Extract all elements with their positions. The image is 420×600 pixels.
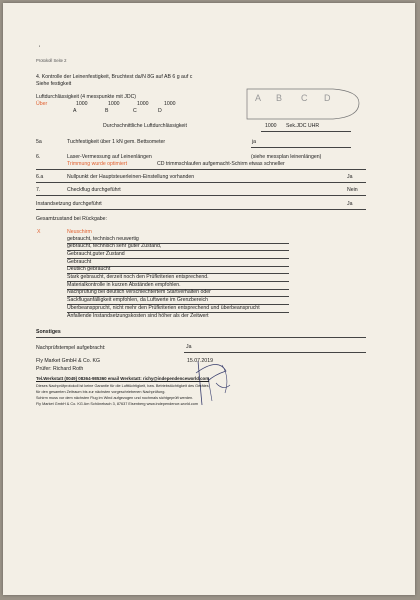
row-6-right: (siehe messplan leinenlängen) xyxy=(251,154,322,160)
stamp-label: Nachprüfstempel aufgebracht: xyxy=(36,345,106,351)
permeability-value: 1000 xyxy=(108,101,120,107)
row-6a-label: Nullpunkt der Hauptsteuerleinen-Einstellung vorhanden xyxy=(67,174,195,180)
condition-option: Nachprüfung bei deutlich verschlechtertem Startverhalten oder xyxy=(67,290,289,297)
avg-permeability-unit: Sek.JDC UHR xyxy=(286,123,320,129)
overall-title: Gesamtzustand bei Rückgabe: xyxy=(36,216,107,222)
page-header: Protokoll Seite 2 xyxy=(36,58,67,63)
row-7-value: Nein xyxy=(347,187,358,193)
disclaimer-line: Schirm muss vor dem nächsten Flug im Wind aufgezogen und nochmals sichtgeprüft werden. xyxy=(36,396,194,400)
oval-letter-b: B xyxy=(276,93,283,103)
oval-letter-c: C xyxy=(301,93,308,103)
canopy-oval-diagram xyxy=(241,83,363,123)
point-letter: D xyxy=(158,108,162,114)
tiny-mark: ' xyxy=(39,46,41,52)
row-5a-number: 5a xyxy=(36,139,42,145)
trim-value: CD trimmschlaufen aufgemacht-Schirm etwas schneller xyxy=(157,161,285,167)
permeability-value: 1000 xyxy=(76,101,88,107)
row-6-label: Laser-Vermessung auf Leinenlängen xyxy=(67,154,152,160)
trim-label: Trimmung wurde optimiert xyxy=(67,161,128,167)
row-5a-label: Tuchfestigkeit über 1 kN gem. Bettsometer xyxy=(67,139,166,145)
disclaimer-line: Dieses Nachprüfprotokoll ist keine Garantie für die Lufttüchtigkeit, bzw. Betriebstüchtigkeit des Gerätes xyxy=(36,384,209,388)
condition-option: gebraucht, technisch sehr guter Zustand, xyxy=(67,244,289,251)
condition-option: Stark gebraucht, derzeit noch den Prüfkriterien entsprechend. xyxy=(67,275,289,282)
row-6a-number: 6.a xyxy=(36,174,44,180)
permeability-value: 1000 xyxy=(137,101,149,107)
sonstiges-heading: Sonstiges xyxy=(36,329,61,335)
condition-option: Überbeanspprucht, nicht mehr den Prüfkriterien entsprechend und überbeansprucht xyxy=(67,306,289,313)
inspection-date: 15.07.2019 xyxy=(187,358,213,364)
selected-mark: X xyxy=(37,229,41,235)
point-letter: B xyxy=(105,108,109,114)
protocol-page xyxy=(3,3,415,595)
condition-option: Gebraucht xyxy=(67,260,289,267)
oval-letter-a: A xyxy=(255,93,262,103)
permeability-row-label: Über xyxy=(36,101,48,107)
row-7-number: 7. xyxy=(36,187,41,193)
disclaimer-line: Fly Market GmbH & Co. KG Am Schönebach 3, 87637 Eisenberg www.independence-world.com xyxy=(36,402,199,406)
row-6a-value: Ja xyxy=(347,174,353,180)
row-7-label: Checkflug durchgeführt xyxy=(67,187,121,193)
row-8-label: Instandsetzung durchgeführt xyxy=(36,201,102,207)
permeability-value: 1000 xyxy=(164,101,176,107)
section-4-title: 4. Kontrolle der Leinenfestigkeit, Bruchtest da/N 8G auf AB 6 g auf c xyxy=(36,74,193,80)
oval-letter-d: D xyxy=(324,93,331,103)
inspector-name: Prüfer: Richard Roth xyxy=(36,366,84,372)
avg-permeability-label: Durchschnittliche Luftdurchlässigkeit xyxy=(103,123,187,129)
avg-permeability-value: 1000 xyxy=(265,123,277,129)
row-5a-value: ja xyxy=(252,139,257,145)
row-6-number: 6. xyxy=(36,154,41,160)
condition-option: Materialkontrolle in kurzen Abständen empfohlen. xyxy=(67,283,289,290)
condition-option: gebraucht, technisch neuwertig xyxy=(67,237,289,244)
company-name: Fly Market GmbH & Co. KG xyxy=(36,358,100,364)
disclaimer-line: für den gesamten Zeitraum bis zur nächsten vorgeschriebenen Nachprüfung. xyxy=(36,390,166,394)
condition-option: Anfallende Instandsetzungskosten sind höher als der Zeitwert xyxy=(67,313,209,319)
stamp-value: Ja xyxy=(186,344,192,350)
point-letter: C xyxy=(133,108,137,114)
condition-option: Deutlich gebraucht xyxy=(67,267,289,274)
section-4-subtitle: Siehe festigkeit xyxy=(36,81,72,87)
condition-option: Gebraucht,guter Zustand xyxy=(67,252,289,259)
workshop-contact: Tel.Werkstatt (0049) 08364-985360 email Werkstatt: richy@independenceworld.com xyxy=(36,376,210,381)
permeability-title: Luftdurchlässigkeit (4 messpunkte mit JDC) xyxy=(36,94,137,100)
condition-option: Neuschirm xyxy=(67,229,92,235)
point-letter: A xyxy=(73,108,77,114)
condition-option: Sackfluganfälligkeit empfohlen, da Luftwerte im Grenzbereich xyxy=(67,298,289,305)
row-8-value: Ja xyxy=(347,201,353,207)
